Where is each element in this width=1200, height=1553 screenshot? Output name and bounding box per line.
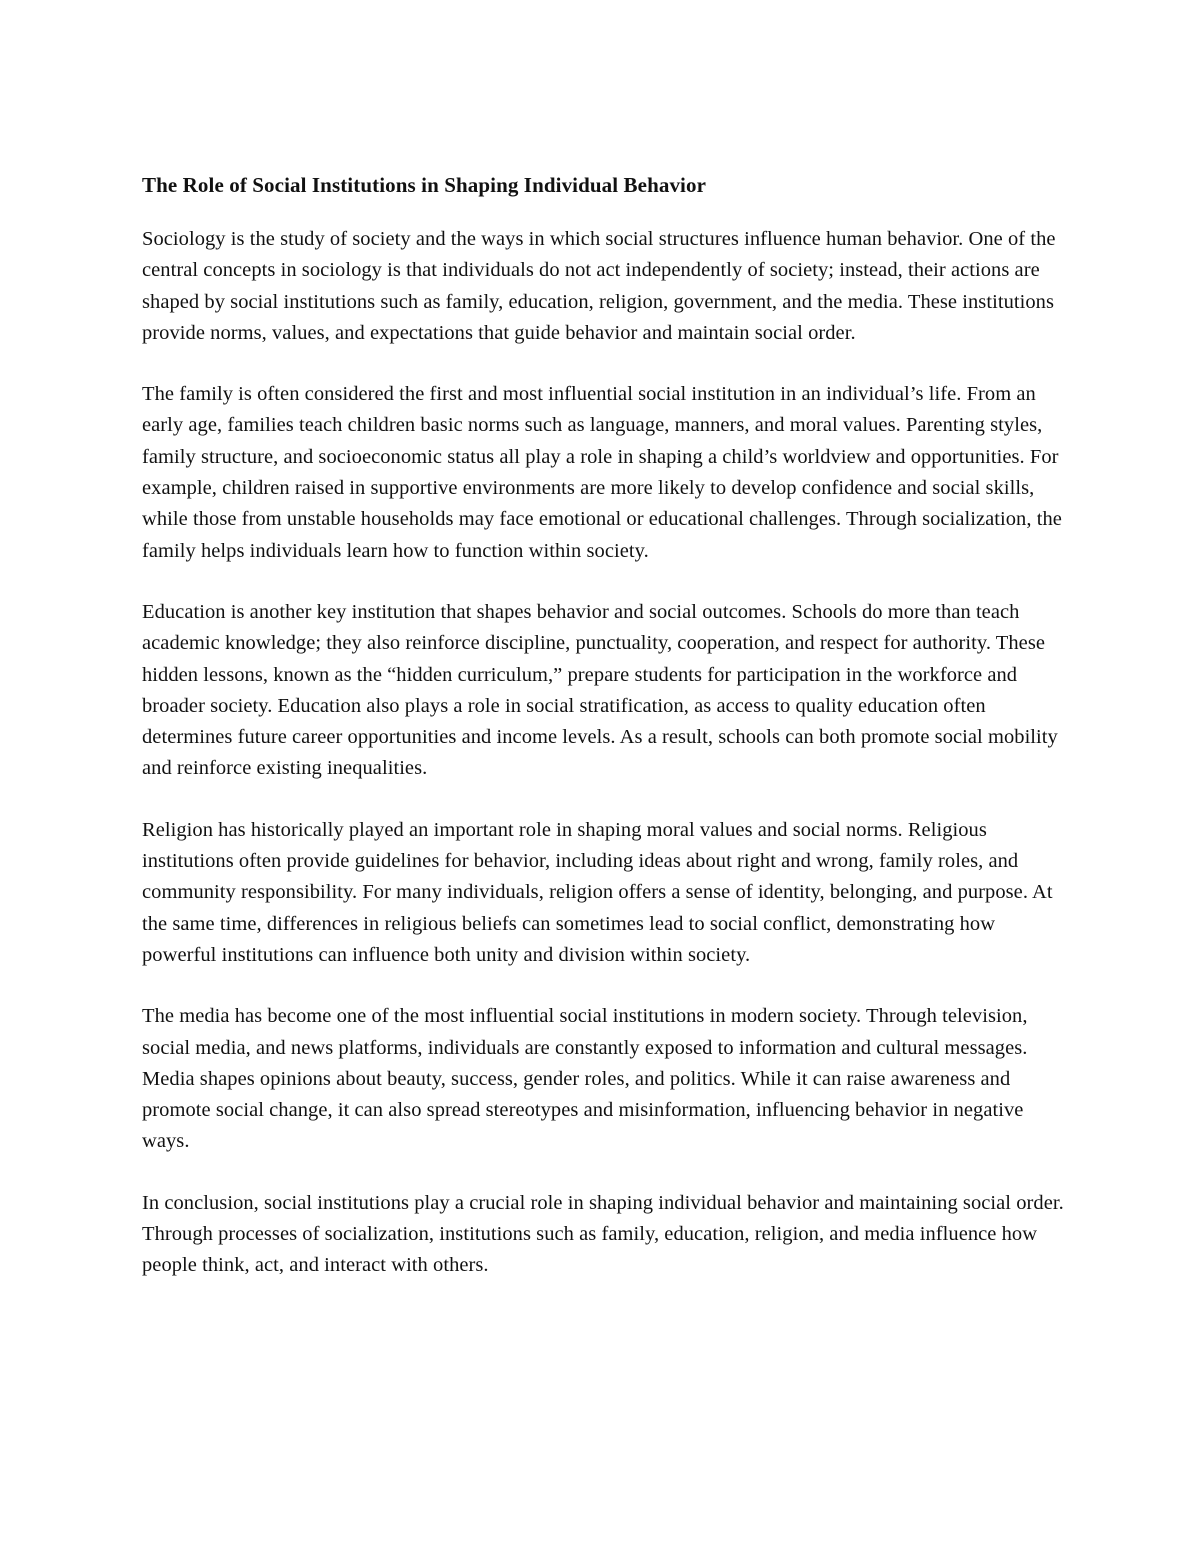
paragraph-media: The media has become one of the most influential social institutions in modern society. Through television, social media, and news platforms, individuals are constantly exposed to information and cultural messages. Media shapes opinions about beauty, success, gender roles, and politics. While it can raise awareness and promote social change, it can also spread stereotypes and misinformation, influencing behavior in negative ways. bbox=[142, 1005, 1028, 1153]
paragraph-education: Education is another key institution that shapes behavior and social outcomes. Schools do more than teach academic knowledge; they also reinforce discipline, punctuality, cooperation, and respect for authority. These hidden lessons, known as the “hidden curriculum,” prepare students for participation in the workforce and broader society. Education also plays a role in social stratification, as access to quality education often determines future career opportunities and income levels. As a result, schools can both promote social mobility and reinforce existing inequalities. bbox=[142, 600, 1058, 780]
document-title: The Role of Social Institutions in Shaping Individual Behavior bbox=[142, 173, 707, 197]
paragraph-family: The family is often considered the first and most influential social institution in an individual’s life. From an early age, families teach children basic norms such as language, manners, and moral values. Parenting styles, family structure, and socioeconomic status all play a role in shaping a child’s worldview and opportunities. For example, children raised in supportive environments are more likely to develop confidence and social skills, while those from unstable households may face emotional or educational challenges. Through socialization, the family helps individuals learn how to function within society. bbox=[142, 383, 1062, 562]
paragraph-religion: Religion has historically played an important role in shaping moral values and social norms. Religious institutions often provide guidelines for behavior, including ideas about right and wrong, family roles, and community responsibility. For many individuals, religion offers a sense of identity, belonging, and purpose. At the same time, differences in religious beliefs can sometimes lead to social conflict, demonstrating how powerful institutions can influence both unity and division within society. bbox=[142, 818, 1053, 966]
document-body bbox=[142, 170, 1072, 1312]
paragraph-introduction: Sociology is the study of society and the ways in which social structures influence human behavior. One of the central concepts in sociology is that individuals do not act independently of society; instead, their actions are shaped by social institutions such as family, education, religion, government, and the media. These institutions provide norms, values, and expectations that guide behavior and maintain social order. bbox=[142, 228, 1056, 344]
paragraph-conclusion: In conclusion, social institutions play a crucial role in shaping individual behavior and maintaining social order. Through processes of socialization, institutions such as family, education, religion, and media influence how people think, act, and interact with others. bbox=[142, 1191, 1064, 1277]
